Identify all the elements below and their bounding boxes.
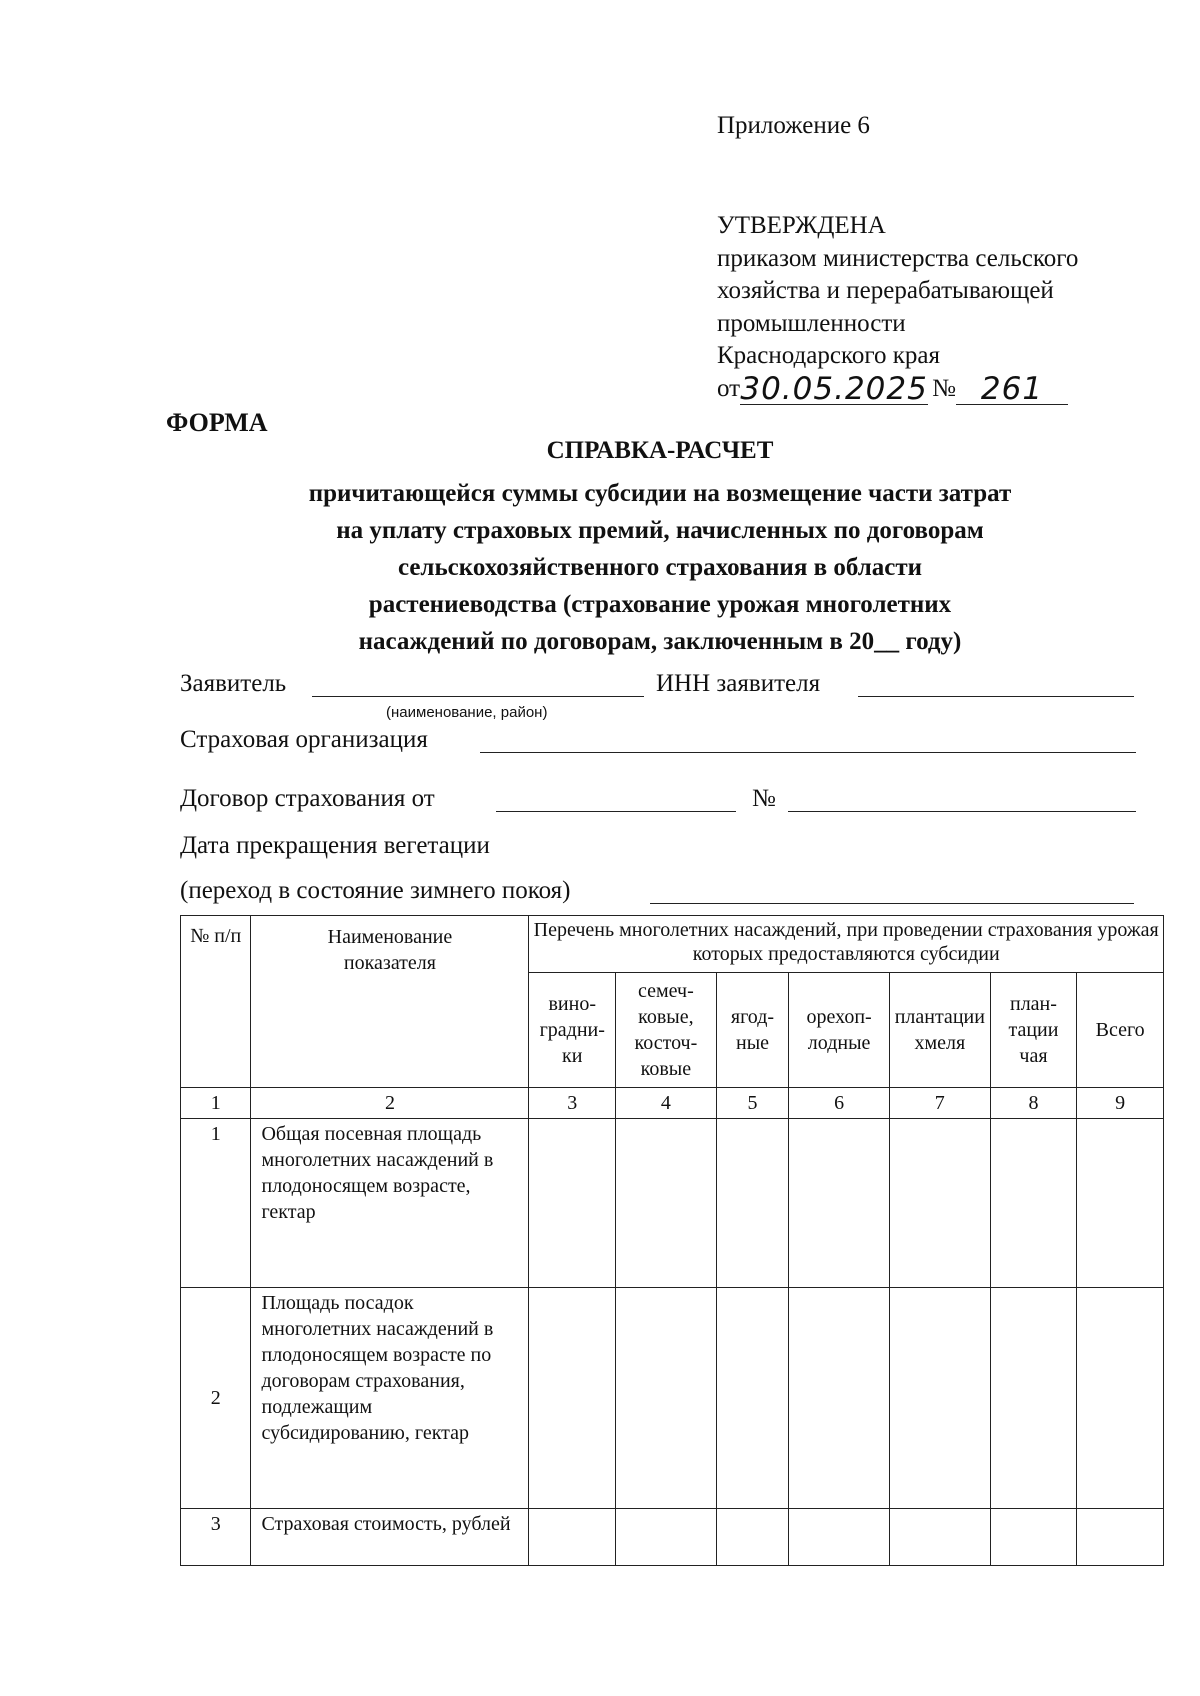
appendix-label: Приложение 6 [717, 112, 870, 139]
header-col: семечковые, косточковые [616, 973, 717, 1088]
column-number: 5 [716, 1088, 789, 1119]
data-cell[interactable] [529, 1288, 616, 1509]
subtitle-line: на уплату страховых премий, начисленных по договорам [336, 517, 984, 544]
data-cell[interactable] [716, 1509, 789, 1566]
subsidy-table [180, 915, 1164, 1566]
data-cell[interactable] [789, 1288, 890, 1509]
approval-line: Краснодарского края [717, 342, 940, 369]
column-number: 7 [889, 1088, 990, 1119]
handwritten-date: 30.05.2025 [740, 371, 928, 407]
contract-no-label: № [752, 785, 776, 812]
header-name: Наименование показателя [251, 916, 529, 1088]
column-number: 3 [529, 1088, 616, 1119]
subtitle-line: сельскохозяйственного страхования в области [397, 554, 923, 581]
data-cell[interactable] [616, 1288, 717, 1509]
data-cell[interactable] [990, 1509, 1077, 1566]
row-number: 3 [181, 1509, 251, 1566]
inn-blank[interactable] [858, 696, 1134, 697]
data-cell[interactable] [1077, 1509, 1164, 1566]
approval-block [717, 210, 1078, 405]
vegetation-end-label: Дата прекращения вегетации [180, 832, 490, 859]
data-cell[interactable] [789, 1509, 890, 1566]
date-prefix: от [717, 374, 741, 402]
document-title: СПРАВКА-РАСЧЕТ [546, 437, 774, 464]
data-cell[interactable] [529, 1119, 616, 1288]
row-number: 2 [181, 1288, 251, 1509]
column-number: 8 [990, 1088, 1077, 1119]
vegetation-end-blank[interactable] [650, 903, 1134, 904]
table-row [181, 1119, 1164, 1288]
data-cell[interactable] [616, 1119, 717, 1288]
approval-title: УТВЕРЖДЕНА [717, 212, 886, 239]
header-col: ягодные [716, 973, 789, 1088]
column-number: 6 [789, 1088, 890, 1119]
insurer-blank[interactable] [480, 752, 1136, 753]
contract-label: Договор страхования от [180, 785, 435, 812]
applicant-note: (наименование, район) [386, 704, 548, 721]
data-cell[interactable] [889, 1119, 990, 1288]
header-col: Всего [1077, 973, 1164, 1088]
number-prefix: № [932, 374, 956, 402]
approval-date-line [717, 373, 1078, 406]
header-col: орехоплодные [789, 973, 890, 1088]
applicant-blank[interactable] [312, 696, 644, 697]
header-col: виноградники [529, 973, 616, 1088]
contract-no-blank[interactable] [788, 811, 1136, 812]
document-subtitle [160, 475, 1160, 660]
data-cell[interactable] [529, 1509, 616, 1566]
header-col: плантации хмеля [889, 973, 990, 1088]
winter-dormancy-label: (переход в состояние зимнего покоя) [180, 877, 571, 904]
column-number: 1 [181, 1088, 251, 1119]
row-name: Страховая стоимость, рублей [251, 1509, 529, 1566]
inn-label: ИНН заявителя [656, 670, 821, 697]
data-cell[interactable] [616, 1509, 717, 1566]
subtitle-line: насаждений по договорам, заключенным в 20__ году) [358, 628, 962, 655]
approval-line: промышленности [717, 309, 906, 337]
header-no: № п/п [181, 916, 251, 1088]
data-cell[interactable] [990, 1119, 1077, 1288]
column-number: 9 [1077, 1088, 1164, 1119]
column-number: 2 [251, 1088, 529, 1119]
row-name: Площадь посадок многолетних насаждений в плодоносящем возрасте по договорам страхования, подлежащим субсидированию, гектар [251, 1288, 529, 1509]
data-cell[interactable] [789, 1119, 890, 1288]
column-number: 4 [616, 1088, 717, 1119]
data-cell[interactable] [1077, 1119, 1164, 1288]
header-group: Перечень многолетних насаждений, при проведении страхования урожая которых предоставляются субсидии [529, 916, 1164, 973]
data-cell[interactable] [990, 1288, 1077, 1509]
subtitle-line: растениеводства (страхование урожая многолетних [368, 591, 952, 618]
data-cell[interactable] [889, 1509, 990, 1566]
row-name: Общая посевная площадь многолетних насаждений в плодоносящем возрасте, гектар [251, 1119, 529, 1288]
data-cell[interactable] [716, 1288, 789, 1509]
row-number: 1 [181, 1119, 251, 1288]
form-label: ФОРМА [166, 408, 268, 437]
data-cell[interactable] [1077, 1288, 1164, 1509]
data-cell[interactable] [889, 1288, 990, 1509]
contract-date-blank[interactable] [496, 811, 736, 812]
header-col: плантации чая [990, 973, 1077, 1088]
subtitle-line: причитающейся суммы субсидии на возмещение части затрат [308, 480, 1012, 507]
approval-line: хозяйства и перерабатывающей [717, 277, 1054, 304]
insurer-label: Страховая организация [180, 726, 428, 753]
table-row [181, 1288, 1164, 1509]
approval-line: приказом министерства сельского [717, 244, 1079, 272]
data-cell[interactable] [716, 1119, 789, 1288]
table-header-row [181, 916, 1164, 973]
table-number-row [181, 1088, 1164, 1119]
table-row [181, 1509, 1164, 1566]
handwritten-number: 261 [956, 374, 1068, 405]
applicant-label: Заявитель [180, 670, 287, 697]
